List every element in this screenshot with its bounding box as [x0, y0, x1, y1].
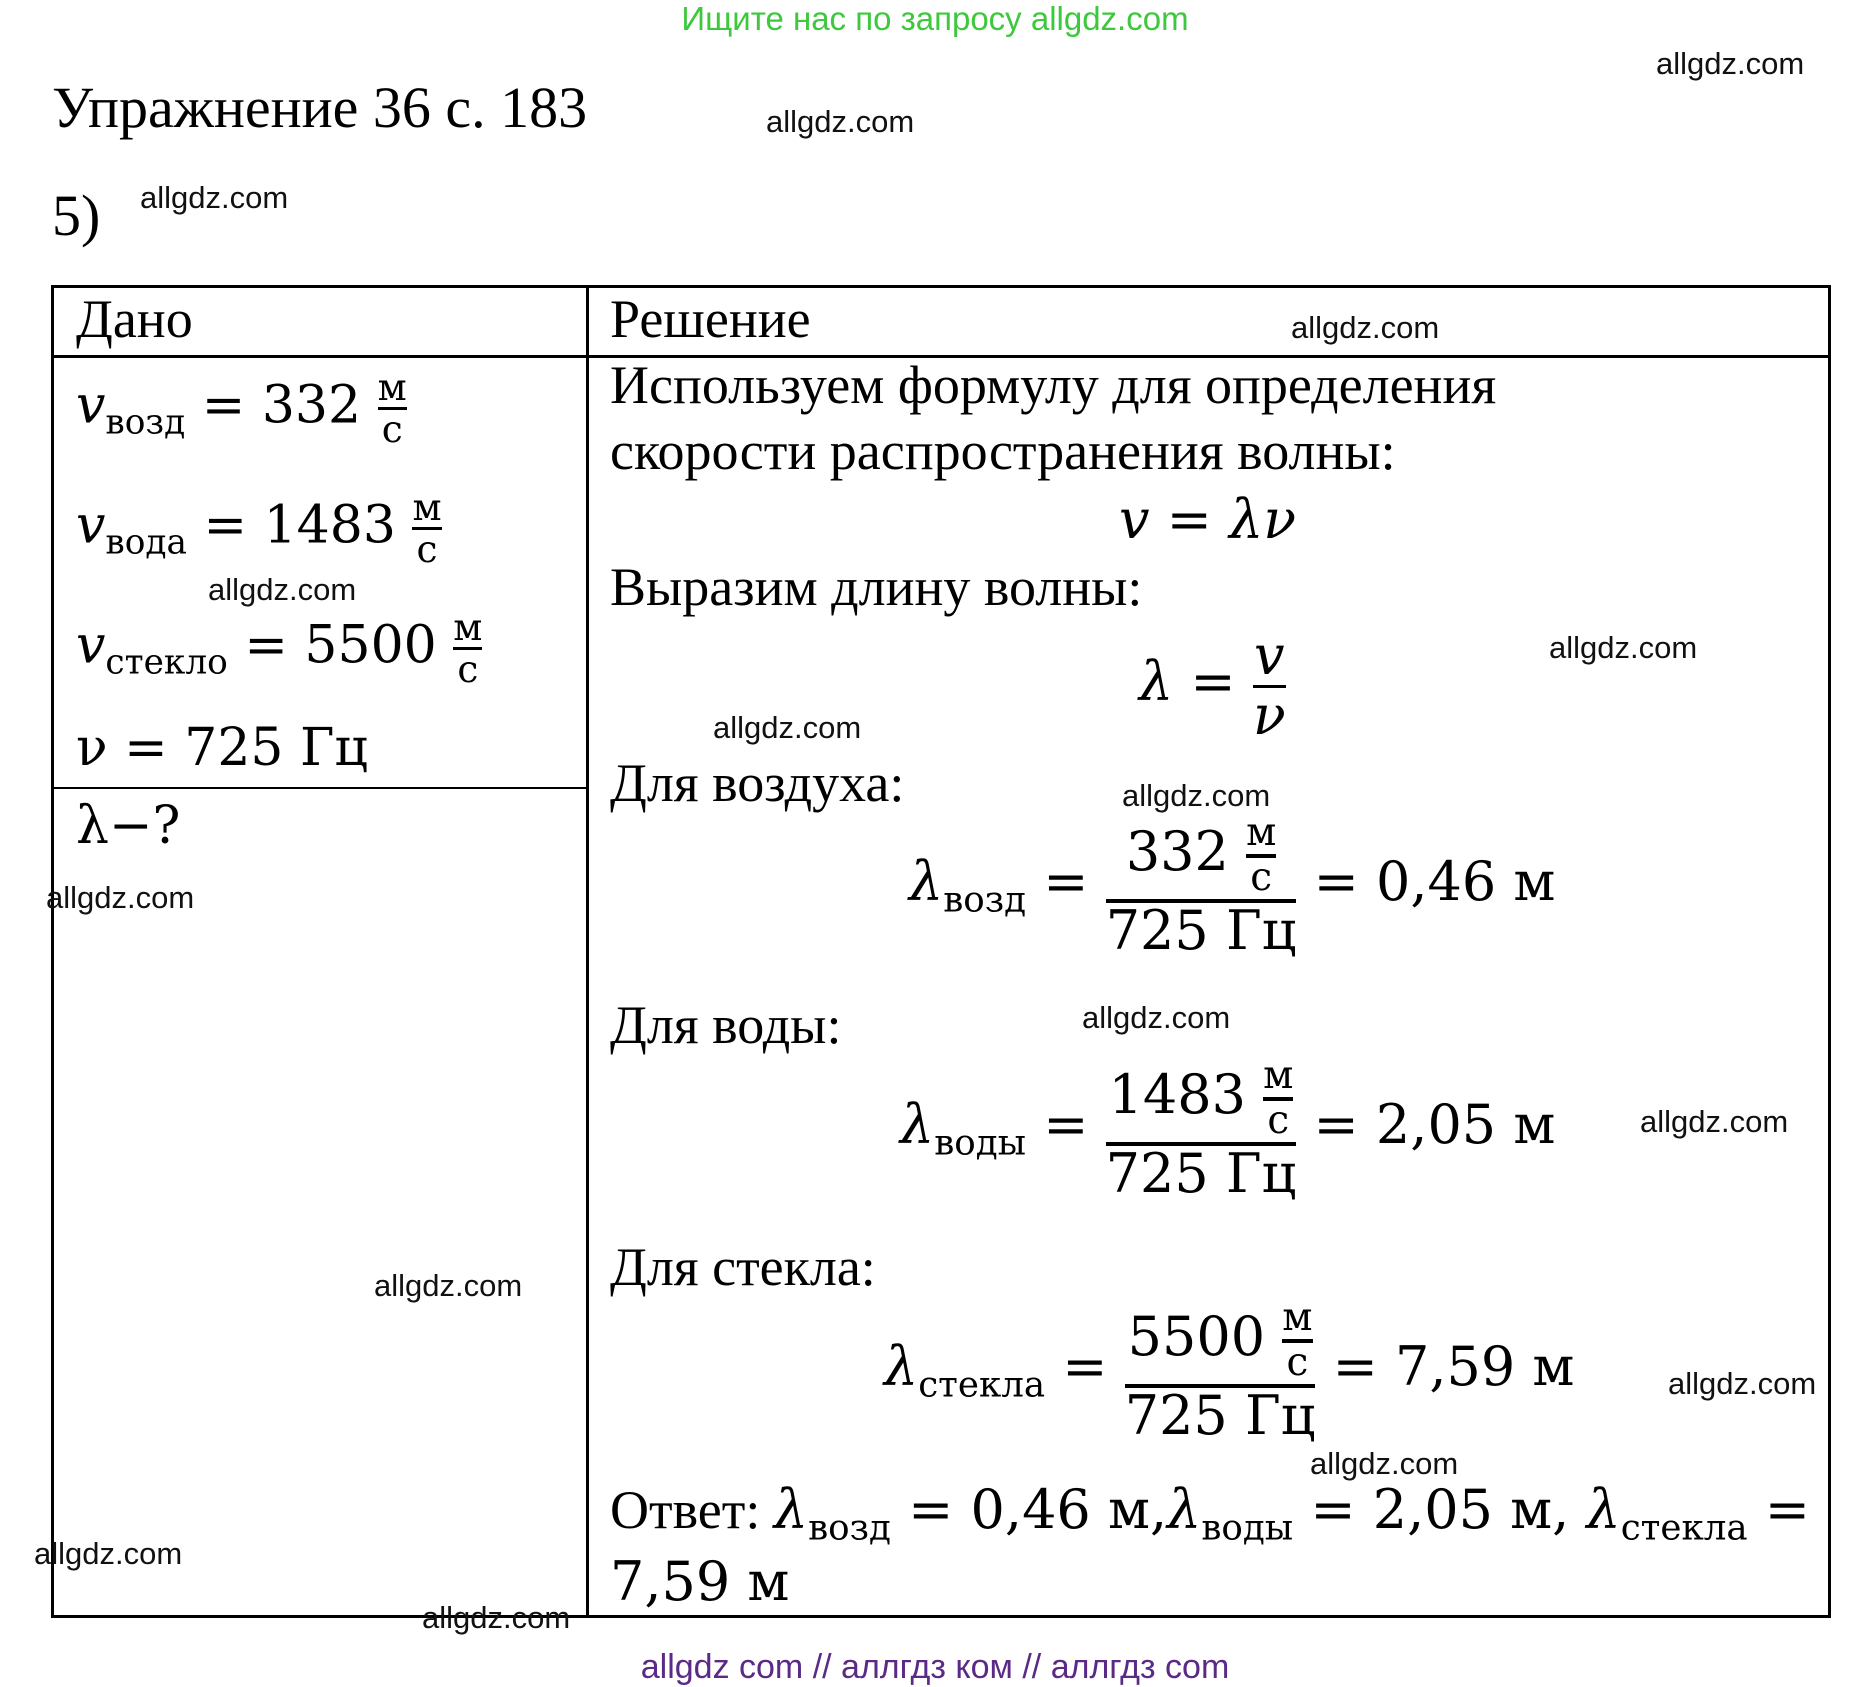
air-label: Для воздуха: — [610, 753, 905, 813]
unit-denominator: с — [453, 647, 482, 689]
air-result: = 0,46 м — [1313, 850, 1556, 914]
watermark: allgdz.com — [1668, 1366, 1817, 1401]
air-num-value: 332 — [1125, 819, 1229, 883]
v-air-subscript: возд — [105, 402, 186, 443]
given-header: Дано — [76, 289, 193, 349]
given-v-water — [76, 485, 442, 572]
wave-formula — [1119, 488, 1296, 551]
glass-numerator — [1125, 1295, 1316, 1385]
glass-fraction — [1124, 1295, 1316, 1447]
watermark: allgdz.com — [208, 572, 357, 607]
unit-numerator: м — [412, 485, 442, 529]
v-water-value: = 1483 — [203, 495, 396, 556]
equals-sign: = — [1043, 850, 1089, 914]
unit-numerator: м — [377, 365, 407, 409]
v-water-subscript: вода — [105, 522, 187, 563]
lambda-symbol: λ — [1586, 1478, 1621, 1541]
unit-denominator: с — [1282, 1339, 1312, 1384]
v-symbol: v — [76, 495, 106, 556]
lambda-symbol: λ — [900, 1093, 935, 1157]
air-denominator: 725 Гц — [1105, 898, 1297, 962]
lambda-glass-subscript: стекла — [918, 1364, 1046, 1406]
equals-sign: = — [1043, 1093, 1089, 1157]
v-glass-subscript: стекло — [105, 642, 228, 683]
water-numerator — [1106, 1053, 1297, 1143]
express-wavelength-text: Выразим длину волны: — [610, 557, 1143, 617]
watermark: allgdz.com — [1310, 1446, 1459, 1481]
lambda-air-subscript: возд — [943, 879, 1027, 921]
unit-denominator: с — [412, 527, 441, 569]
watermark: allgdz.com — [374, 1268, 523, 1303]
answer-water: = 2,05 м, — [1310, 1478, 1570, 1541]
water-label: Для воды: — [610, 995, 842, 1055]
glass-denominator: 725 Гц — [1124, 1383, 1316, 1447]
watermark: allgdz.com — [1122, 778, 1271, 813]
unit-fraction — [453, 605, 483, 692]
unit-denominator: с — [1246, 854, 1276, 899]
column-divider — [586, 288, 589, 1615]
watermark: allgdz.com — [713, 710, 862, 745]
watermark: allgdz.com — [1291, 310, 1440, 345]
glass-label: Для стекла: — [610, 1237, 876, 1297]
watermark: allgdz.com — [1656, 46, 1805, 81]
unit-numerator: м — [1246, 810, 1277, 855]
glass-num-value: 5500 — [1127, 1304, 1266, 1368]
find-lambda: λ−? — [76, 796, 181, 856]
v-air-value: = 332 — [201, 375, 362, 436]
answer-line-1 — [610, 1478, 1810, 1548]
answer-glass-equals: = — [1764, 1478, 1811, 1541]
lambda-water-calc — [900, 1053, 1556, 1205]
glass-result: = 7,59 м — [1332, 1335, 1575, 1399]
unit-numerator: м — [1263, 1053, 1294, 1098]
exercise-title: Упражнение 36 с. 183 — [52, 75, 588, 140]
lambda-symbol: λ — [1167, 1478, 1202, 1541]
watermark: allgdz.com — [140, 180, 289, 215]
answer-air-subscript: возд — [808, 1507, 891, 1549]
water-num-value: 1483 — [1108, 1062, 1246, 1126]
lambda-symbol: λ — [773, 1478, 809, 1541]
lambda-water-subscript: воды — [934, 1122, 1027, 1164]
v-glass-value: = 5500 — [244, 615, 437, 676]
bottom-site-banner: allgdz com // аллгдз ком // аллгдз com — [640, 1648, 1230, 1686]
solution-header: Решение — [610, 289, 811, 349]
watermark: allgdz.com — [1549, 630, 1698, 665]
intro-line-1: Используем формулу для определения — [610, 355, 1497, 415]
water-fraction — [1105, 1053, 1297, 1205]
answer-air: = 0,46 м, — [908, 1478, 1168, 1541]
lambda-symbol: λ — [909, 850, 944, 914]
unit-fraction — [1263, 1053, 1294, 1143]
lambda-fraction — [1252, 624, 1286, 747]
watermark: allgdz.com — [46, 880, 195, 915]
problem-number: 5) — [52, 183, 101, 248]
v-symbol: v — [76, 375, 106, 436]
watermark: allgdz.com — [1082, 1000, 1231, 1035]
watermark: allgdz.com — [422, 1600, 571, 1635]
wave-formula-text: v = λν — [1119, 488, 1297, 551]
v-symbol: v — [76, 615, 106, 676]
given-divider — [54, 787, 589, 789]
lambda-denominator: ν — [1252, 683, 1286, 747]
answer-glass-subscript: стекла — [1620, 1507, 1748, 1549]
air-fraction — [1105, 810, 1297, 962]
lambda-symbol: λ — [884, 1335, 919, 1399]
unit-numerator: м — [1282, 1295, 1313, 1340]
unit-fraction — [1282, 1295, 1313, 1385]
water-denominator: 725 Гц — [1105, 1141, 1297, 1205]
watermark: allgdz.com — [766, 104, 915, 139]
unit-fraction — [377, 365, 407, 452]
equals-sign: = — [1062, 1335, 1108, 1399]
unit-denominator: с — [378, 407, 407, 449]
lambda-numerator: v — [1253, 624, 1285, 687]
lambda-formula — [1139, 624, 1286, 747]
answer-water-subscript: воды — [1201, 1507, 1294, 1549]
water-result: = 2,05 м — [1313, 1093, 1556, 1157]
intro-line-2: скорости распространения волны: — [610, 421, 1396, 481]
lambda-glass-calc — [884, 1295, 1575, 1447]
solution-table — [51, 285, 1831, 1618]
top-search-banner: Ищите нас по запросу allgdz.com — [681, 0, 1189, 37]
lambda-air-calc — [909, 810, 1556, 962]
lambda-eq: λ = — [1139, 650, 1236, 714]
watermark: allgdz.com — [34, 1536, 183, 1571]
answer-line-2: 7,59 м — [610, 1550, 790, 1613]
unit-numerator: м — [453, 605, 483, 649]
given-frequency: ν = 725 Гц — [76, 718, 368, 778]
unit-fraction — [412, 485, 442, 572]
watermark: allgdz.com — [1640, 1104, 1789, 1139]
unit-fraction — [1246, 810, 1277, 900]
air-numerator — [1106, 810, 1297, 900]
unit-denominator: с — [1263, 1097, 1293, 1142]
answer-prefix: Ответ: — [610, 1480, 761, 1540]
given-v-air — [76, 365, 407, 452]
given-v-glass — [76, 605, 483, 692]
